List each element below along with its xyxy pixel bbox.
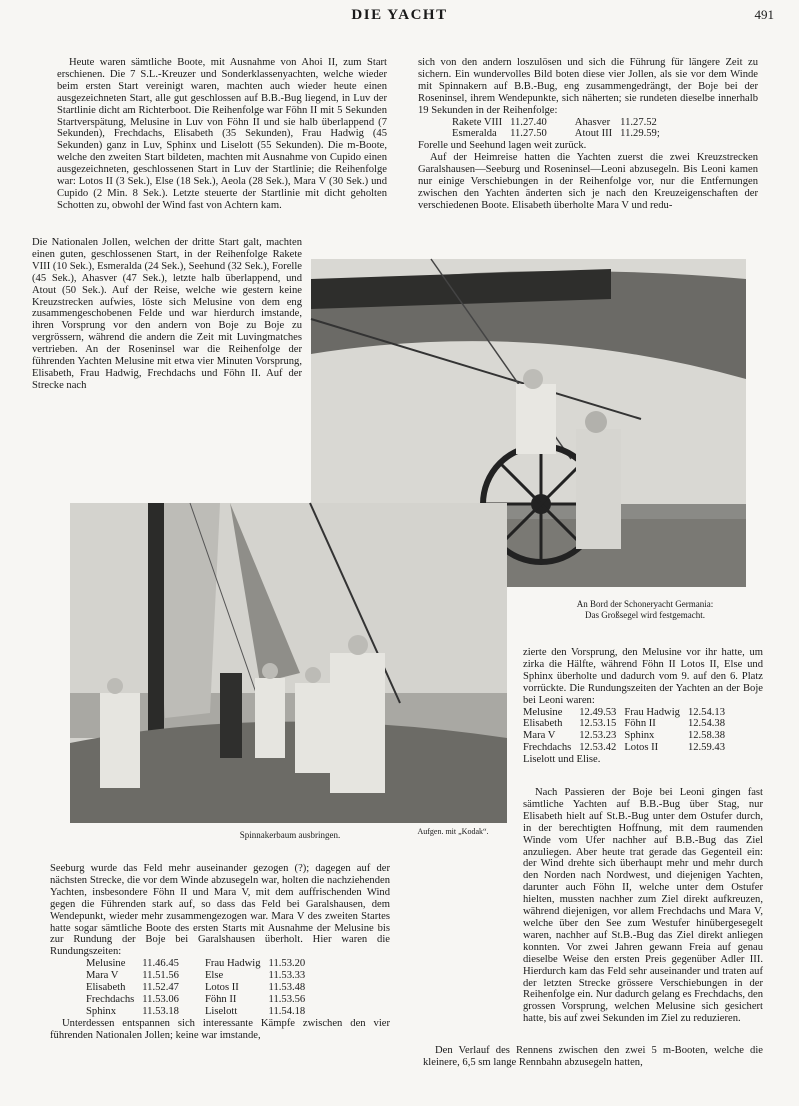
page-number: 491 xyxy=(754,7,774,22)
table-row: Frechdachs 12.53.42 Lotos II 12.59.43 xyxy=(523,742,726,754)
table-row: Elisabeth 12.53.15 Föhn II 12.54.38 xyxy=(523,718,726,730)
paragraph: Den Verlauf des Rennens zwischen den zwei 5 m-Booten, welche die kleinere, 6,5 sm lange Rennbahn abzusegeln hatten, xyxy=(423,1045,763,1068)
running-head-title: DIE YACHT xyxy=(351,7,448,23)
right-column-bottom-text xyxy=(523,787,763,1025)
paragraph: Liselott und Elise. xyxy=(523,754,601,766)
right-column-bottom-wide xyxy=(423,857,763,1067)
table-row: Sphinx 11.53.18 Liselott 11.54.18 xyxy=(86,1005,306,1017)
photo-credit: Aufgen. mit „Kodak“. xyxy=(417,827,489,836)
table-row: Elisabeth 11.52.47 Lotos II 11.53.48 xyxy=(86,982,306,994)
left-column-wrap xyxy=(32,237,302,392)
left-column-top xyxy=(57,57,387,212)
table-row: Mara V 11.51.56 Else 11.53.33 xyxy=(86,970,306,982)
table-row: Esmeralda 11.27.50 Atout III 11.29.59; xyxy=(452,128,660,140)
rounding-times-table xyxy=(523,707,733,755)
photo-caption: Spinnakerbaum ausbringen. xyxy=(239,830,341,840)
paragraph: Forelle und Seehund lagen weit zurück. xyxy=(418,140,587,152)
paragraph: Seeburg wurde das Feld mehr auseinander gezogen (?); dagegen auf der nächsten Strecke, die vor dem Winde abzusegeln war, holten die nachziehenden Yachten, insbesondere Föhn II und Mara V, mit dem auffrischenden Wind gegen die Führenden stark auf, so dass das Feld bei Garalshausen, dem Wendepunkt, wieder mehr zusammengezogen war. Mara V des zweiten Startes hatte sogar sämtliche Boote des ersten Starts mit Ausnahme der Melusine bis zur Rundung der Boje bei Garalshausen überholt. Hier waren die Rundungszeiten: xyxy=(50,863,390,958)
rounding-times-table xyxy=(452,117,668,141)
table-row: Melusine 12.49.53 Frau Hadwig 12.54.13 xyxy=(523,706,726,718)
table-row: Frechdachs 11.53.06 Föhn II 11.53.56 xyxy=(86,993,306,1005)
right-column-mid xyxy=(523,647,763,766)
caption-line: Das Großsegel wird festgemacht. xyxy=(585,610,705,620)
paragraph: Unterdessen entspannen sich interessante Kämpfe zwischen den vier führenden Nationalen Jollen; keine war imstande, xyxy=(50,1017,390,1041)
paragraph: zierte den Vorsprung, den Melusine vor ihr hatte, um zirka die Hälfte, während Föhn II Lotos II, Else und Sphinx überholte und dadurch vom 9. auf den 6. Platz vorrückte. Die Rundungszeiten der Yachten an der Boje bei Leoni waren: xyxy=(523,647,763,706)
photo-caption xyxy=(520,599,770,621)
caption-line: An Bord der Schoneryacht Germania: xyxy=(576,599,714,609)
right-column-top xyxy=(418,57,758,212)
photo-spinnaker-boom xyxy=(70,503,507,823)
right-column-final xyxy=(423,1045,763,1069)
table-row: Mara V 12.53.23 Sphinx 12.58.38 xyxy=(523,730,726,742)
paragraph: Heute waren sämtliche Boote, mit Ausnahme von Ahoi II, zum Start erschienen. Die 7 S.L.-Kreuzer und Sonderklassenyachten, welche wieder beim ersten Start vereinigt waren, machten auch wieder heute einen ausgezeichneten Start, alle gut geschlossen auf B.B.-Bug liegend, in Luv der Startlinie dicht am Richterboot. Die Reihenfolge war Föhn II mit 5 Sekunden Startverspätung, Melusine in Luv von Föhn II und sie halb überlappend (7 Sekunden), Frechdachs, Elisabeth (35 Sekunden), Frau Hadwig (45 Sekunden) ganz in Luv, Sphinx und Liselott (55 Sekunden). Die m-Boote, welche den zweiten Start bildeten, machten mit Ausnahme von Cupido einen ausgezeichneten, geschlossenen Start in Luv der Startlinie; die Reihenfolge war: Lotos II (3 Sek.), Else (18 Sek.), Aeola (28 Sek.), Mara V (30 Sek.) und Cupido (2 Min. 8 Sek.). Letzte steuerte der Startlinie mit dicht geholten Schotten zu, obwohl der Wind fast von Achtern kam. xyxy=(57,57,387,211)
rounding-times-table xyxy=(86,958,313,1018)
paragraph: Auf der Heimreise hatten die Yachten zuerst die zwei Kreuzstrecken Garalshausen—Seeburg und Roseninsel—Leoni abzusegeln. Bis Leoni kamen nur einige Verschiebungen in der Reihenfolge vor, nur die Entfernungen zwischen den Yachten änderten sich je nach den Kreuzeigenschaften der verschiedenen Boote. Elisabeth überholte Mara V und redu- xyxy=(418,152,758,211)
table-row: Rakete VIII 11.27.40 Ahasver 11.27.52 xyxy=(452,116,657,128)
paragraph-part: Nach Passieren der Boje bei Leoni gingen fast sämtliche Yachten auf B.B.-Bug über Stag, nur Elisabeth hielt auf St.B.-Bug unter dem Ostufer durch, in der berechtigten Hoffnung, mit dem raumenden Winde vom Ufer nachher auf B.B.-Bug das Ziel anzuliegen. Aber heute trat gerade das Gegenteil ein: der Wind drehte sich überhaupt mehr und mehr durch den Norden nach Nordwest, und diejenigen Yachten, darunter auch Föhn II, welche unter dem Ostufer hielten, mussten nachher zum Ziel direkt aufkreuzen, während diejenigen, vor allem Frechdachs und Mara V, welche über den See zum Westufer hinübergesegelt waren, nachher auf St.B.-Bug das Ziel direkt anliegen konnten. Vor zwei Jahren gewann Freia auf genau dieselbe Weise den ersten Preis gegenüber Adler III. Hierdurch kam das Feld sehr auseinander und traten auf der letzten Strecke grössere Verschiebungen in der Reihenfolge ein. Nur dadurch gelang es Frechdachs, den grossen Vorsprung, welchen Melusine sich gesichert hatte, bis auf zwei Sekunden im Ziel zu reduzieren. xyxy=(523,787,763,1025)
left-column-bottom xyxy=(50,863,390,1042)
paragraph: Die Nationalen Jollen, welchen der dritte Start galt, machten einen guten, geschlossenen Start, in der Reihenfolge Rakete VIII (10 Sek.), Esmeralda (24 Sek.), Seehund (32 Sek.), Forelle (45 Sek.), Ahasver (47 Sek.), letzte halb überlappend, und Atout (50 Sek.). Auf der Reise, welche wie gestern keine Kreuzstrecken aufwies, löste sich Melusine von dem eng zusammengeschobenen Felde und war hierdurch imstande, ihren Vorsprung vor den andern von Boje zu Boje zu vergrössern, während die andern die Zeit mit Luvingmatches vertrieben. An der Roseninsel war die Reihenfolge der führenden Yachten Melusine mit etwa vier Minuten Vorsprung, Elisabeth, Frau Hadwig, Frechdachs und Föhn II. Auf der Strecke nach xyxy=(32,237,302,391)
table-row: Melusine 11.46.45 Frau Hadwig 11.53.20 xyxy=(86,958,306,970)
paragraph: sich von den andern loszulösen und sich die Führung für längere Zeit zu sichern. Ein wundervolles Bild boten diese vier Jollen, als sie vor dem Winde mit Spinnakern auf B.B.-Bug, eng zusammengedrängt, der Boje bei der Roseninsel, ihrem Wendepunkte, sich näherten; sie rundeten dieselbe innerhalb 19 Sekunden in der Reihenfolge: xyxy=(418,57,758,116)
